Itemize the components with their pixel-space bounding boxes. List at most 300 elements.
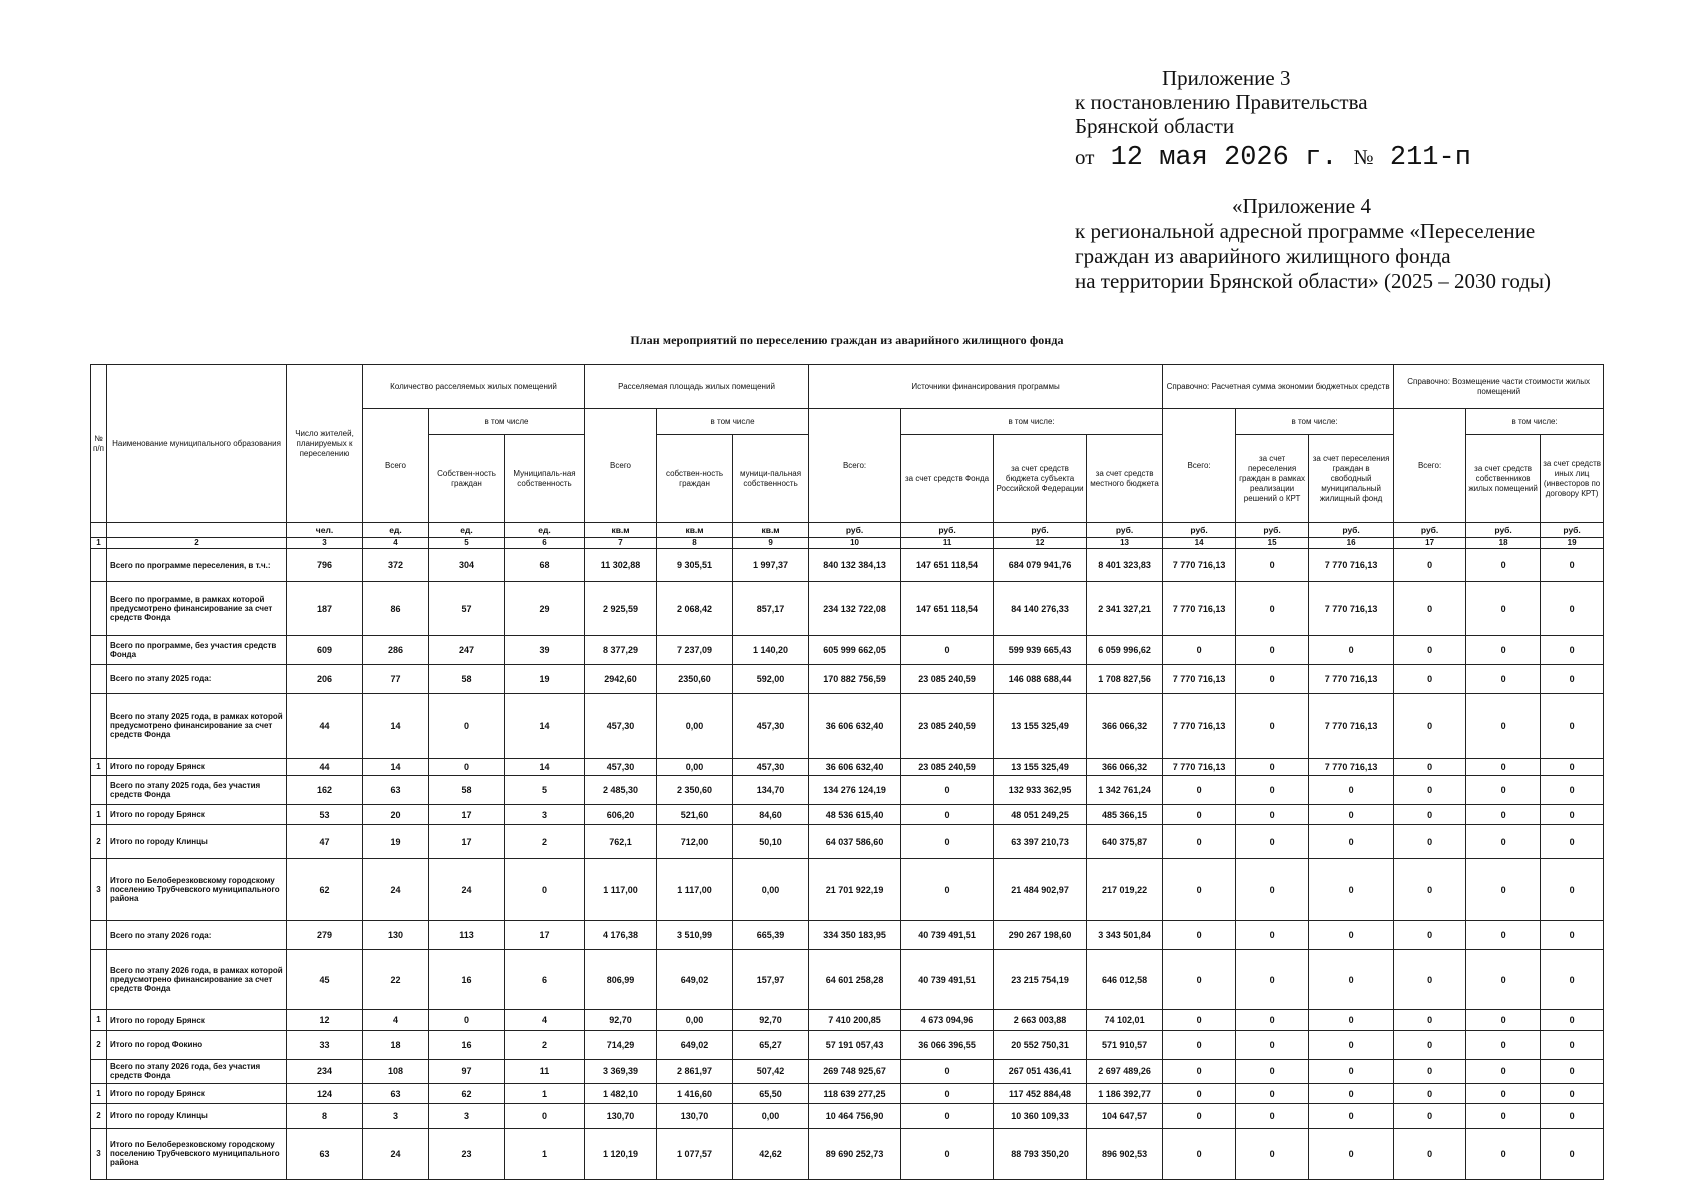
table-row bbox=[91, 1128, 1604, 1179]
value-cell: 0 bbox=[1236, 1104, 1309, 1129]
column-number-cell: 8 bbox=[657, 538, 733, 549]
value-cell: 84 140 276,33 bbox=[994, 582, 1087, 636]
value-cell: 0 bbox=[1236, 664, 1309, 693]
row-name-cell: Итого по город Фокино bbox=[107, 1030, 287, 1059]
row-number-cell bbox=[91, 921, 107, 950]
value-cell: 14 bbox=[363, 693, 429, 758]
value-cell: 8 bbox=[287, 1104, 363, 1129]
value-cell: 0 bbox=[901, 1104, 994, 1129]
table-row bbox=[91, 1059, 1604, 1084]
decree-number: 211-п bbox=[1389, 143, 1471, 173]
value-cell: 13 155 325,49 bbox=[994, 693, 1087, 758]
unit-cell: кв.м bbox=[733, 523, 809, 538]
column-number-cell: 7 bbox=[585, 538, 657, 549]
value-cell: 2350,60 bbox=[657, 664, 733, 693]
value-cell: 36 066 396,55 bbox=[901, 1030, 994, 1059]
value-cell: 17 bbox=[429, 825, 505, 858]
unit-cell: руб. bbox=[1309, 523, 1394, 538]
table-row bbox=[91, 1104, 1604, 1129]
value-cell: 0 bbox=[1236, 1084, 1309, 1104]
value-cell: 0 bbox=[1541, 1084, 1604, 1104]
table-row bbox=[91, 693, 1604, 758]
value-cell: 12 bbox=[287, 1010, 363, 1030]
value-cell: 762,1 bbox=[585, 825, 657, 858]
value-cell: 0 bbox=[1541, 1059, 1604, 1084]
row-name-cell: Всего по этапу 2025 года, без участия средств Фонда bbox=[107, 776, 287, 805]
value-cell: 0 bbox=[1163, 921, 1236, 950]
value-cell: 0 bbox=[1466, 921, 1541, 950]
value-cell: 0 bbox=[1163, 805, 1236, 825]
row-number-cell: 1 bbox=[91, 1010, 107, 1030]
value-cell: 42,62 bbox=[733, 1128, 809, 1179]
value-cell: 1 997,37 bbox=[733, 549, 809, 582]
value-cell: 0 bbox=[901, 858, 994, 920]
unit-cell: ед. bbox=[429, 523, 505, 538]
appendix-4-block bbox=[1075, 194, 1551, 294]
value-cell: 0 bbox=[1236, 805, 1309, 825]
value-cell: 53 bbox=[287, 805, 363, 825]
value-cell: 599 939 665,43 bbox=[994, 635, 1087, 664]
value-cell: 2 925,59 bbox=[585, 582, 657, 636]
value-cell: 89 690 252,73 bbox=[809, 1128, 901, 1179]
value-cell: 147 651 118,54 bbox=[901, 549, 994, 582]
value-cell: 0 bbox=[1541, 693, 1604, 758]
value-cell: 64 601 258,28 bbox=[809, 950, 901, 1010]
unit-cell: руб. bbox=[1394, 523, 1466, 538]
value-cell: 0 bbox=[1541, 921, 1604, 950]
value-cell: 521,60 bbox=[657, 805, 733, 825]
value-cell: 0 bbox=[1541, 582, 1604, 636]
value-cell: 0 bbox=[1541, 858, 1604, 920]
value-cell: 0 bbox=[1163, 1010, 1236, 1030]
value-cell: 50,10 bbox=[733, 825, 809, 858]
appendix-4-line4: на территории Брянской области» (2025 – 2030 годы) bbox=[1075, 269, 1552, 293]
row-name-cell: Всего по этапу 2025 года, в рамках которой предусмотрено финансирование за счет средств Фонда bbox=[107, 693, 287, 758]
value-cell: 0 bbox=[1309, 921, 1394, 950]
column-numbers-row bbox=[91, 538, 1604, 549]
row-number-cell bbox=[91, 582, 107, 636]
value-cell: 23 085 240,59 bbox=[901, 758, 994, 776]
unit-cell bbox=[91, 523, 107, 538]
value-cell: 269 748 925,67 bbox=[809, 1059, 901, 1084]
value-cell: 0,00 bbox=[733, 858, 809, 920]
premises-group-header: Количество расселяемых жилых помещений bbox=[363, 365, 585, 409]
row-number-cell: 1 bbox=[91, 1084, 107, 1104]
value-cell: 0 bbox=[1236, 1030, 1309, 1059]
value-cell: 0 bbox=[1163, 1084, 1236, 1104]
unit-cell: ед. bbox=[505, 523, 585, 538]
value-cell: 7 410 200,85 bbox=[809, 1010, 901, 1030]
value-cell: 649,02 bbox=[657, 950, 733, 1010]
date-prefix: от bbox=[1075, 145, 1095, 169]
value-cell: 665,39 bbox=[733, 921, 809, 950]
resettlement-plan-table bbox=[90, 364, 1604, 1180]
unit-cell: руб. bbox=[1163, 523, 1236, 538]
value-cell: 21 701 922,19 bbox=[809, 858, 901, 920]
value-cell: 44 bbox=[287, 758, 363, 776]
value-cell: 92,70 bbox=[585, 1010, 657, 1030]
table-row bbox=[91, 805, 1604, 825]
appendix-4-line3: граждан из аварийного жилищного фонда bbox=[1075, 244, 1451, 268]
value-cell: 68 bbox=[505, 549, 585, 582]
value-cell: 0 bbox=[1163, 635, 1236, 664]
value-cell: 0 bbox=[1466, 664, 1541, 693]
economy-total-header: Всего: bbox=[1163, 409, 1236, 523]
row-name-cell: Итого по Белоберезковскому городскому поселению Трубчевского муниципального района bbox=[107, 1128, 287, 1179]
value-cell: 0 bbox=[1394, 582, 1466, 636]
value-cell: 0 bbox=[1236, 549, 1309, 582]
value-cell: 0 bbox=[1394, 758, 1466, 776]
value-cell: 16 bbox=[429, 1030, 505, 1059]
value-cell: 485 366,15 bbox=[1087, 805, 1163, 825]
value-cell: 0,00 bbox=[733, 1104, 809, 1129]
value-cell: 0,00 bbox=[657, 693, 733, 758]
value-cell: 0 bbox=[1541, 1104, 1604, 1129]
value-cell: 0 bbox=[1236, 950, 1309, 1010]
value-cell: 7 770 716,13 bbox=[1163, 693, 1236, 758]
value-cell: 63 bbox=[363, 776, 429, 805]
column-number-cell: 9 bbox=[733, 538, 809, 549]
value-cell: 14 bbox=[505, 693, 585, 758]
unit-cell: кв.м bbox=[657, 523, 733, 538]
column-number-cell: 2 bbox=[107, 538, 287, 549]
value-cell: 86 bbox=[363, 582, 429, 636]
value-cell: 44 bbox=[287, 693, 363, 758]
value-cell: 2 341 327,21 bbox=[1087, 582, 1163, 636]
area-incl-header: в том числе bbox=[657, 409, 809, 435]
value-cell: 286 bbox=[363, 635, 429, 664]
column-number-cell: 15 bbox=[1236, 538, 1309, 549]
row-name-cell: Итого по городу Клинцы bbox=[107, 825, 287, 858]
value-cell: 2 861,97 bbox=[657, 1059, 733, 1084]
value-cell: 0 bbox=[1394, 635, 1466, 664]
value-cell: 58 bbox=[429, 664, 505, 693]
value-cell: 1 708 827,56 bbox=[1087, 664, 1163, 693]
value-cell: 0 bbox=[505, 858, 585, 920]
column-number-cell: 3 bbox=[287, 538, 363, 549]
finance-fund-header: за счет средств Фонда bbox=[901, 435, 994, 523]
area-municipal-header: муници-пальная собственность bbox=[733, 435, 809, 523]
value-cell: 7 770 716,13 bbox=[1309, 758, 1394, 776]
unit-cell: руб. bbox=[1236, 523, 1309, 538]
value-cell: 4 bbox=[505, 1010, 585, 1030]
row-number-cell: 1 bbox=[91, 758, 107, 776]
column-number-cell: 1 bbox=[91, 538, 107, 549]
value-cell: 1 186 392,77 bbox=[1087, 1084, 1163, 1104]
value-cell: 0 bbox=[1163, 950, 1236, 1010]
value-cell: 0 bbox=[1466, 693, 1541, 758]
row-name-cell: Всего по этапу 2026 года: bbox=[107, 921, 287, 950]
value-cell: 2 485,30 bbox=[585, 776, 657, 805]
value-cell: 17 bbox=[505, 921, 585, 950]
value-cell: 0 bbox=[1466, 1010, 1541, 1030]
number-label: № bbox=[1353, 145, 1374, 169]
row-number-cell bbox=[91, 693, 107, 758]
value-cell: 0 bbox=[1236, 776, 1309, 805]
value-cell: 0 bbox=[1541, 758, 1604, 776]
appendix-3-line2: к постановлению Правительства bbox=[1075, 90, 1368, 114]
value-cell: 11 bbox=[505, 1059, 585, 1084]
value-cell: 0 bbox=[1541, 1010, 1604, 1030]
value-cell: 0 bbox=[901, 1084, 994, 1104]
value-cell: 0 bbox=[1541, 549, 1604, 582]
value-cell: 234 bbox=[287, 1059, 363, 1084]
column-number-cell: 19 bbox=[1541, 538, 1604, 549]
value-cell: 0 bbox=[1163, 858, 1236, 920]
table-row bbox=[91, 921, 1604, 950]
value-cell: 16 bbox=[429, 950, 505, 1010]
value-cell: 366 066,32 bbox=[1087, 758, 1163, 776]
value-cell: 17 bbox=[429, 805, 505, 825]
value-cell: 6 059 996,62 bbox=[1087, 635, 1163, 664]
value-cell: 0 bbox=[1541, 635, 1604, 664]
value-cell: 247 bbox=[429, 635, 505, 664]
value-cell: 0 bbox=[901, 1059, 994, 1084]
row-number-cell bbox=[91, 950, 107, 1010]
value-cell: 7 237,09 bbox=[657, 635, 733, 664]
value-cell: 33 bbox=[287, 1030, 363, 1059]
value-cell: 64 037 586,60 bbox=[809, 825, 901, 858]
value-cell: 117 452 884,48 bbox=[994, 1084, 1087, 1104]
value-cell: 0 bbox=[1466, 758, 1541, 776]
value-cell: 234 132 722,08 bbox=[809, 582, 901, 636]
refund-owners-header: за счет средств собственников жилых помещений bbox=[1466, 435, 1541, 523]
row-name-cell: Итого по городу Брянск bbox=[107, 805, 287, 825]
value-cell: 1 120,19 bbox=[585, 1128, 657, 1179]
value-cell: 0 bbox=[429, 693, 505, 758]
value-cell: 23 085 240,59 bbox=[901, 664, 994, 693]
value-cell: 0 bbox=[1466, 1030, 1541, 1059]
value-cell: 130,70 bbox=[657, 1104, 733, 1129]
table-row bbox=[91, 1010, 1604, 1030]
value-cell: 2 bbox=[505, 825, 585, 858]
value-cell: 19 bbox=[363, 825, 429, 858]
economy-incl-header: в том числе: bbox=[1236, 409, 1394, 435]
table-body bbox=[91, 549, 1604, 1180]
value-cell: 65,27 bbox=[733, 1030, 809, 1059]
value-cell: 65,50 bbox=[733, 1084, 809, 1104]
value-cell: 457,30 bbox=[585, 693, 657, 758]
value-cell: 649,02 bbox=[657, 1030, 733, 1059]
unit-cell: руб. bbox=[1087, 523, 1163, 538]
value-cell: 217 019,22 bbox=[1087, 858, 1163, 920]
value-cell: 7 770 716,13 bbox=[1309, 549, 1394, 582]
value-cell: 0 bbox=[1394, 776, 1466, 805]
refund-total-header: Всего: bbox=[1394, 409, 1466, 523]
value-cell: 1 077,57 bbox=[657, 1128, 733, 1179]
table-row bbox=[91, 776, 1604, 805]
value-cell: 0 bbox=[1236, 1128, 1309, 1179]
column-number-cell: 18 bbox=[1466, 538, 1541, 549]
premises-incl-header: в том числе bbox=[429, 409, 585, 435]
value-cell: 0 bbox=[1309, 1084, 1394, 1104]
finance-group-header: Источники финансирования программы bbox=[809, 365, 1163, 409]
col-name-header: Наименование муниципального образования bbox=[107, 365, 287, 523]
value-cell: 0 bbox=[1309, 635, 1394, 664]
value-cell: 0 bbox=[1394, 1084, 1466, 1104]
economy-group-header: Справочно: Расчетная сумма экономии бюджетных средств bbox=[1163, 365, 1394, 409]
value-cell: 507,42 bbox=[733, 1059, 809, 1084]
value-cell: 1 482,10 bbox=[585, 1084, 657, 1104]
value-cell: 0 bbox=[1163, 825, 1236, 858]
value-cell: 97 bbox=[429, 1059, 505, 1084]
value-cell: 712,00 bbox=[657, 825, 733, 858]
unit-cell: руб. bbox=[1466, 523, 1541, 538]
value-cell: 0,00 bbox=[657, 758, 733, 776]
value-cell: 0 bbox=[1394, 693, 1466, 758]
row-name-cell: Итого по городу Брянск bbox=[107, 758, 287, 776]
value-cell: 0 bbox=[1309, 1010, 1394, 1030]
value-cell: 6 bbox=[505, 950, 585, 1010]
value-cell: 2 663 003,88 bbox=[994, 1010, 1087, 1030]
decree-date bbox=[1075, 140, 1471, 175]
value-cell: 2 350,60 bbox=[657, 776, 733, 805]
value-cell: 1 416,60 bbox=[657, 1084, 733, 1104]
value-cell: 0 bbox=[1236, 921, 1309, 950]
value-cell: 7 770 716,13 bbox=[1309, 664, 1394, 693]
value-cell: 74 102,01 bbox=[1087, 1010, 1163, 1030]
units-row bbox=[91, 523, 1604, 538]
value-cell: 1 bbox=[505, 1084, 585, 1104]
value-cell: 0 bbox=[1309, 776, 1394, 805]
value-cell: 4 bbox=[363, 1010, 429, 1030]
column-number-cell: 5 bbox=[429, 538, 505, 549]
value-cell: 14 bbox=[505, 758, 585, 776]
value-cell: 4 673 094,96 bbox=[901, 1010, 994, 1030]
value-cell: 796 bbox=[287, 549, 363, 582]
row-name-cell: Итого по городу Брянск bbox=[107, 1010, 287, 1030]
value-cell: 0 bbox=[901, 635, 994, 664]
value-cell: 3 510,99 bbox=[657, 921, 733, 950]
value-cell: 0 bbox=[1394, 950, 1466, 1010]
value-cell: 7 770 716,13 bbox=[1163, 582, 1236, 636]
value-cell: 646 012,58 bbox=[1087, 950, 1163, 1010]
value-cell: 0 bbox=[1394, 1059, 1466, 1084]
value-cell: 22 bbox=[363, 950, 429, 1010]
row-number-cell bbox=[91, 549, 107, 582]
column-number-cell: 14 bbox=[1163, 538, 1236, 549]
value-cell: 108 bbox=[363, 1059, 429, 1084]
value-cell: 1 bbox=[505, 1128, 585, 1179]
value-cell: 0 bbox=[1236, 1010, 1309, 1030]
value-cell: 3 369,39 bbox=[585, 1059, 657, 1084]
value-cell: 0 bbox=[1394, 1010, 1466, 1030]
finance-incl-header: в том числе: bbox=[901, 409, 1163, 435]
value-cell: 0 bbox=[1309, 805, 1394, 825]
value-cell: 9 305,51 bbox=[657, 549, 733, 582]
value-cell: 0 bbox=[1236, 858, 1309, 920]
value-cell: 0 bbox=[1466, 950, 1541, 1010]
value-cell: 0 bbox=[1541, 805, 1604, 825]
value-cell: 0 bbox=[1394, 1128, 1466, 1179]
row-number-cell: 1 bbox=[91, 805, 107, 825]
value-cell: 3 bbox=[505, 805, 585, 825]
value-cell: 36 606 632,40 bbox=[809, 758, 901, 776]
appendix-4-line2: к региональной адресной программе «Переселение bbox=[1075, 219, 1536, 243]
value-cell: 304 bbox=[429, 549, 505, 582]
value-cell: 39 bbox=[505, 635, 585, 664]
value-cell: 0 bbox=[1236, 825, 1309, 858]
unit-cell: руб. bbox=[1541, 523, 1604, 538]
value-cell: 3 343 501,84 bbox=[1087, 921, 1163, 950]
value-cell: 45 bbox=[287, 950, 363, 1010]
table-row bbox=[91, 858, 1604, 920]
value-cell: 11 302,88 bbox=[585, 549, 657, 582]
value-cell: 0 bbox=[1309, 825, 1394, 858]
value-cell: 606,20 bbox=[585, 805, 657, 825]
value-cell: 1 117,00 bbox=[585, 858, 657, 920]
area-citizens-header: собствен-ность граждан bbox=[657, 435, 733, 523]
value-cell: 714,29 bbox=[585, 1030, 657, 1059]
value-cell: 806,99 bbox=[585, 950, 657, 1010]
row-number-cell: 3 bbox=[91, 858, 107, 920]
value-cell: 162 bbox=[287, 776, 363, 805]
value-cell: 457,30 bbox=[585, 758, 657, 776]
value-cell: 58 bbox=[429, 776, 505, 805]
value-cell: 1 140,20 bbox=[733, 635, 809, 664]
value-cell: 0 bbox=[1163, 1030, 1236, 1059]
value-cell: 29 bbox=[505, 582, 585, 636]
value-cell: 0 bbox=[1236, 758, 1309, 776]
row-name-cell: Итого по городу Клинцы bbox=[107, 1104, 287, 1129]
value-cell: 8 377,29 bbox=[585, 635, 657, 664]
value-cell: 0 bbox=[1163, 1059, 1236, 1084]
value-cell: 157,97 bbox=[733, 950, 809, 1010]
unit-cell: руб. bbox=[994, 523, 1087, 538]
value-cell: 609 bbox=[287, 635, 363, 664]
value-cell: 3 bbox=[363, 1104, 429, 1129]
value-cell: 20 552 750,31 bbox=[994, 1030, 1087, 1059]
value-cell: 21 484 902,97 bbox=[994, 858, 1087, 920]
value-cell: 7 770 716,13 bbox=[1163, 549, 1236, 582]
value-cell: 3 bbox=[429, 1104, 505, 1129]
value-cell: 0 bbox=[1541, 776, 1604, 805]
value-cell: 0 bbox=[1541, 825, 1604, 858]
unit-cell: чел. bbox=[287, 523, 363, 538]
date-text: 12 мая 2026 г. bbox=[1110, 143, 1338, 173]
row-number-cell: 3 bbox=[91, 1128, 107, 1179]
value-cell: 2 697 489,26 bbox=[1087, 1059, 1163, 1084]
value-cell: 5 bbox=[505, 776, 585, 805]
value-cell: 457,30 bbox=[733, 693, 809, 758]
value-cell: 77 bbox=[363, 664, 429, 693]
value-cell: 0 bbox=[1466, 825, 1541, 858]
refund-incl-header: в том числе: bbox=[1466, 409, 1604, 435]
appendix-4-title: «Приложение 4 bbox=[1232, 194, 1371, 218]
table-row bbox=[91, 1030, 1604, 1059]
value-cell: 334 350 183,95 bbox=[809, 921, 901, 950]
value-cell: 571 910,57 bbox=[1087, 1030, 1163, 1059]
row-name-cell: Итого по Белоберезковскому городскому поселению Трубчевского муниципального района bbox=[107, 858, 287, 920]
column-number-cell: 16 bbox=[1309, 538, 1394, 549]
row-number-cell bbox=[91, 776, 107, 805]
value-cell: 2942,60 bbox=[585, 664, 657, 693]
finance-total-header: Всего: bbox=[809, 409, 901, 523]
row-name-cell: Всего по этапу 2026 года, без участия средств Фонда bbox=[107, 1059, 287, 1084]
value-cell: 206 bbox=[287, 664, 363, 693]
value-cell: 47 bbox=[287, 825, 363, 858]
value-cell: 0 bbox=[1466, 776, 1541, 805]
value-cell: 134 276 124,19 bbox=[809, 776, 901, 805]
value-cell: 24 bbox=[363, 858, 429, 920]
value-cell: 0 bbox=[1309, 1104, 1394, 1129]
value-cell: 130,70 bbox=[585, 1104, 657, 1129]
value-cell: 0 bbox=[505, 1104, 585, 1129]
value-cell: 0 bbox=[1394, 921, 1466, 950]
value-cell: 684 079 941,76 bbox=[994, 549, 1087, 582]
value-cell: 0 bbox=[1236, 582, 1309, 636]
value-cell: 0 bbox=[1309, 950, 1394, 1010]
